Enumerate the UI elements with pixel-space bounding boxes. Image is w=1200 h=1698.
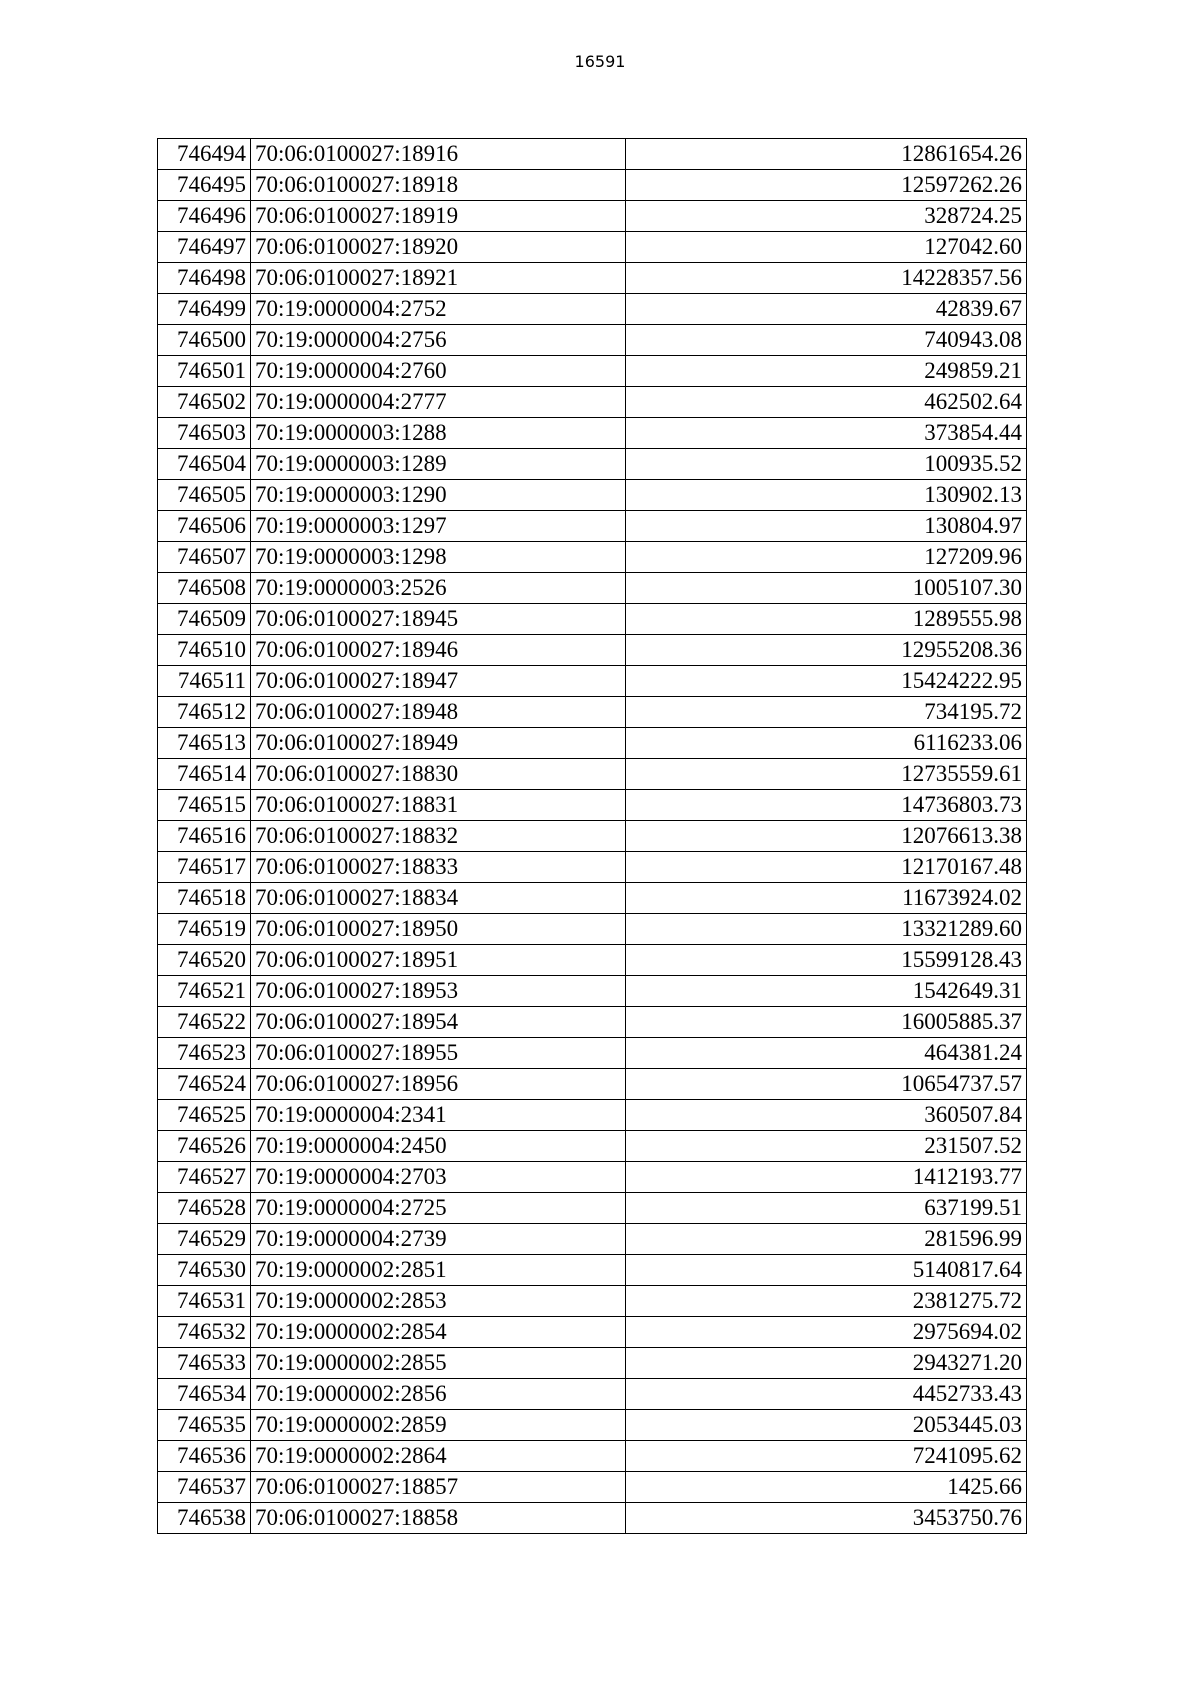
row-number-cell: 746526 — [158, 1131, 251, 1162]
cadastral-value-cell: 328724.25 — [626, 201, 1027, 232]
row-number-cell: 746501 — [158, 356, 251, 387]
table-row — [158, 821, 1027, 852]
cadastral-value-cell: 360507.84 — [626, 1100, 1027, 1131]
cadastral-number-cell: 70:19:0000003:1297 — [251, 511, 626, 542]
row-number-cell: 746507 — [158, 542, 251, 573]
table-row — [158, 759, 1027, 790]
table-row — [158, 852, 1027, 883]
row-number-cell: 746521 — [158, 976, 251, 1007]
cadastral-value-cell: 15424222.95 — [626, 666, 1027, 697]
table-row — [158, 1162, 1027, 1193]
cadastral-number-cell: 70:06:0100027:18858 — [251, 1503, 626, 1534]
row-number-cell: 746537 — [158, 1472, 251, 1503]
table-row — [158, 1472, 1027, 1503]
table-row — [158, 387, 1027, 418]
table-row — [158, 1441, 1027, 1472]
cadastral-value-cell: 462502.64 — [626, 387, 1027, 418]
cadastral-number-cell: 70:06:0100027:18920 — [251, 232, 626, 263]
row-number-cell: 746510 — [158, 635, 251, 666]
cadastral-value-cell: 42839.67 — [626, 294, 1027, 325]
cadastral-value-cell: 12735559.61 — [626, 759, 1027, 790]
cadastral-number-cell: 70:19:0000003:1289 — [251, 449, 626, 480]
table-row — [158, 604, 1027, 635]
cadastral-number-cell: 70:06:0100027:18919 — [251, 201, 626, 232]
row-number-cell: 746512 — [158, 697, 251, 728]
row-number-cell: 746498 — [158, 263, 251, 294]
cadastral-number-cell: 70:06:0100027:18948 — [251, 697, 626, 728]
table-row — [158, 542, 1027, 573]
cadastral-number-cell: 70:19:0000002:2851 — [251, 1255, 626, 1286]
cadastral-number-cell: 70:19:0000002:2856 — [251, 1379, 626, 1410]
cadastral-value-cell: 1412193.77 — [626, 1162, 1027, 1193]
table-row — [158, 976, 1027, 1007]
cadastral-number-cell: 70:19:0000004:2756 — [251, 325, 626, 356]
row-number-cell: 746522 — [158, 1007, 251, 1038]
cadastral-number-cell: 70:06:0100027:18953 — [251, 976, 626, 1007]
table-row — [158, 1379, 1027, 1410]
cadastral-number-cell: 70:06:0100027:18946 — [251, 635, 626, 666]
row-number-cell: 746533 — [158, 1348, 251, 1379]
cadastral-number-cell: 70:06:0100027:18951 — [251, 945, 626, 976]
cadastral-value-cell: 11673924.02 — [626, 883, 1027, 914]
cadastral-value-cell: 1289555.98 — [626, 604, 1027, 635]
cadastral-number-cell: 70:06:0100027:18945 — [251, 604, 626, 635]
cadastral-number-cell: 70:06:0100027:18949 — [251, 728, 626, 759]
cadastral-value-cell: 12170167.48 — [626, 852, 1027, 883]
row-number-cell: 746502 — [158, 387, 251, 418]
cadastral-number-cell: 70:06:0100027:18955 — [251, 1038, 626, 1069]
cadastral-number-cell: 70:19:0000002:2859 — [251, 1410, 626, 1441]
cadastral-value-cell: 734195.72 — [626, 697, 1027, 728]
cadastral-value-cell: 12076613.38 — [626, 821, 1027, 852]
table-row — [158, 573, 1027, 604]
cadastral-value-cell: 231507.52 — [626, 1131, 1027, 1162]
row-number-cell: 746495 — [158, 170, 251, 201]
cadastral-number-cell: 70:19:0000004:2725 — [251, 1193, 626, 1224]
table-row — [158, 883, 1027, 914]
row-number-cell: 746520 — [158, 945, 251, 976]
row-number-cell: 746536 — [158, 1441, 251, 1472]
table-row — [158, 449, 1027, 480]
cadastral-number-cell: 70:06:0100027:18833 — [251, 852, 626, 883]
row-number-cell: 746516 — [158, 821, 251, 852]
row-number-cell: 746527 — [158, 1162, 251, 1193]
table-body — [158, 139, 1027, 1534]
table-row — [158, 1503, 1027, 1534]
cadastral-number-cell: 70:19:0000004:2752 — [251, 294, 626, 325]
row-number-cell: 746509 — [158, 604, 251, 635]
table-row — [158, 1224, 1027, 1255]
row-number-cell: 746517 — [158, 852, 251, 883]
table-row — [158, 1038, 1027, 1069]
table-row — [158, 1131, 1027, 1162]
table-row — [158, 914, 1027, 945]
cadastral-number-cell: 70:19:0000003:1290 — [251, 480, 626, 511]
cadastral-value-cell: 281596.99 — [626, 1224, 1027, 1255]
cadastral-value-cell: 5140817.64 — [626, 1255, 1027, 1286]
cadastral-value-cell: 10654737.57 — [626, 1069, 1027, 1100]
table-row — [158, 1193, 1027, 1224]
row-number-cell: 746531 — [158, 1286, 251, 1317]
table-row — [158, 418, 1027, 449]
cadastral-value-cell: 14228357.56 — [626, 263, 1027, 294]
table-row — [158, 480, 1027, 511]
table-row — [158, 790, 1027, 821]
cadastral-number-cell: 70:19:0000004:2341 — [251, 1100, 626, 1131]
cadastral-number-cell: 70:06:0100027:18918 — [251, 170, 626, 201]
cadastral-value-cell: 12861654.26 — [626, 139, 1027, 170]
page-number: 16591 — [574, 52, 626, 71]
row-number-cell: 746524 — [158, 1069, 251, 1100]
row-number-cell: 746515 — [158, 790, 251, 821]
cadastral-number-cell: 70:06:0100027:18831 — [251, 790, 626, 821]
table-row — [158, 945, 1027, 976]
row-number-cell: 746497 — [158, 232, 251, 263]
table-row — [158, 635, 1027, 666]
cadastral-number-cell: 70:06:0100027:18834 — [251, 883, 626, 914]
table-row — [158, 1069, 1027, 1100]
row-number-cell: 746506 — [158, 511, 251, 542]
row-number-cell: 746508 — [158, 573, 251, 604]
cadastral-number-cell: 70:19:0000002:2853 — [251, 1286, 626, 1317]
cadastral-value-cell: 2943271.20 — [626, 1348, 1027, 1379]
row-number-cell: 746499 — [158, 294, 251, 325]
cadastral-number-cell: 70:19:0000004:2703 — [251, 1162, 626, 1193]
cadastral-value-cell: 1542649.31 — [626, 976, 1027, 1007]
row-number-cell: 746518 — [158, 883, 251, 914]
cadastral-value-cell: 100935.52 — [626, 449, 1027, 480]
row-number-cell: 746494 — [158, 139, 251, 170]
cadastral-number-cell: 70:19:0000004:2777 — [251, 387, 626, 418]
cadastral-number-cell: 70:19:0000004:2739 — [251, 1224, 626, 1255]
row-number-cell: 746503 — [158, 418, 251, 449]
row-number-cell: 746504 — [158, 449, 251, 480]
table-row — [158, 511, 1027, 542]
row-number-cell: 746500 — [158, 325, 251, 356]
cadastral-number-cell: 70:19:0000002:2854 — [251, 1317, 626, 1348]
cadastral-value-cell: 130902.13 — [626, 480, 1027, 511]
cadastral-number-cell: 70:06:0100027:18947 — [251, 666, 626, 697]
cadastral-value-cell: 4452733.43 — [626, 1379, 1027, 1410]
table-row — [158, 1255, 1027, 1286]
table-row — [158, 232, 1027, 263]
cadastral-value-cell: 6116233.06 — [626, 728, 1027, 759]
row-number-cell: 746534 — [158, 1379, 251, 1410]
cadastral-value-cell: 464381.24 — [626, 1038, 1027, 1069]
row-number-cell: 746538 — [158, 1503, 251, 1534]
row-number-cell: 746530 — [158, 1255, 251, 1286]
cadastral-value-cell: 14736803.73 — [626, 790, 1027, 821]
cadastral-value-cell: 3453750.76 — [626, 1503, 1027, 1534]
table-row — [158, 697, 1027, 728]
cadastral-value-cell: 2053445.03 — [626, 1410, 1027, 1441]
cadastral-number-cell: 70:19:0000002:2855 — [251, 1348, 626, 1379]
row-number-cell: 746525 — [158, 1100, 251, 1131]
cadastral-number-cell: 70:19:0000003:2526 — [251, 573, 626, 604]
table-row — [158, 201, 1027, 232]
cadastral-number-cell: 70:06:0100027:18956 — [251, 1069, 626, 1100]
cadastral-value-cell: 2381275.72 — [626, 1286, 1027, 1317]
table-row — [158, 325, 1027, 356]
table-row — [158, 1286, 1027, 1317]
row-number-cell: 746496 — [158, 201, 251, 232]
cadastral-value-cell: 637199.51 — [626, 1193, 1027, 1224]
cadastral-value-cell: 130804.97 — [626, 511, 1027, 542]
cadastral-value-cell: 127042.60 — [626, 232, 1027, 263]
row-number-cell: 746523 — [158, 1038, 251, 1069]
row-number-cell: 746514 — [158, 759, 251, 790]
row-number-cell: 746519 — [158, 914, 251, 945]
cadastral-value-cell: 127209.96 — [626, 542, 1027, 573]
cadastral-number-cell: 70:19:0000004:2760 — [251, 356, 626, 387]
cadastral-number-cell: 70:19:0000003:1298 — [251, 542, 626, 573]
cadastral-value-cell: 740943.08 — [626, 325, 1027, 356]
cadastral-value-cell: 7241095.62 — [626, 1441, 1027, 1472]
table-row — [158, 356, 1027, 387]
cadastral-number-cell: 70:19:0000004:2450 — [251, 1131, 626, 1162]
cadastral-value-cell: 1425.66 — [626, 1472, 1027, 1503]
cadastral-value-cell: 1005107.30 — [626, 573, 1027, 604]
cadastral-number-cell: 70:06:0100027:18950 — [251, 914, 626, 945]
cadastral-value-cell: 16005885.37 — [626, 1007, 1027, 1038]
table-row — [158, 170, 1027, 201]
table-row — [158, 1100, 1027, 1131]
row-number-cell: 746529 — [158, 1224, 251, 1255]
row-number-cell: 746528 — [158, 1193, 251, 1224]
table-row — [158, 294, 1027, 325]
table-row — [158, 139, 1027, 170]
cadastral-number-cell: 70:19:0000003:1288 — [251, 418, 626, 449]
cadastral-value-cell: 2975694.02 — [626, 1317, 1027, 1348]
cadastral-number-cell: 70:06:0100027:18916 — [251, 139, 626, 170]
cadastral-number-cell: 70:06:0100027:18921 — [251, 263, 626, 294]
table-row — [158, 1317, 1027, 1348]
cadastral-value-table — [157, 138, 1027, 1534]
table-row — [158, 1410, 1027, 1441]
row-number-cell: 746535 — [158, 1410, 251, 1441]
cadastral-value-cell: 373854.44 — [626, 418, 1027, 449]
table-row — [158, 1007, 1027, 1038]
row-number-cell: 746511 — [158, 666, 251, 697]
cadastral-value-cell: 12597262.26 — [626, 170, 1027, 201]
cadastral-value-cell: 13321289.60 — [626, 914, 1027, 945]
cadastral-value-cell: 15599128.43 — [626, 945, 1027, 976]
row-number-cell: 746532 — [158, 1317, 251, 1348]
table-row — [158, 728, 1027, 759]
cadastral-number-cell: 70:06:0100027:18954 — [251, 1007, 626, 1038]
cadastral-value-cell: 249859.21 — [626, 356, 1027, 387]
table-row — [158, 263, 1027, 294]
row-number-cell: 746505 — [158, 480, 251, 511]
table-row — [158, 666, 1027, 697]
row-number-cell: 746513 — [158, 728, 251, 759]
cadastral-value-cell: 12955208.36 — [626, 635, 1027, 666]
cadastral-number-cell: 70:06:0100027:18830 — [251, 759, 626, 790]
table-row — [158, 1348, 1027, 1379]
cadastral-number-cell: 70:06:0100027:18857 — [251, 1472, 626, 1503]
cadastral-number-cell: 70:19:0000002:2864 — [251, 1441, 626, 1472]
cadastral-number-cell: 70:06:0100027:18832 — [251, 821, 626, 852]
